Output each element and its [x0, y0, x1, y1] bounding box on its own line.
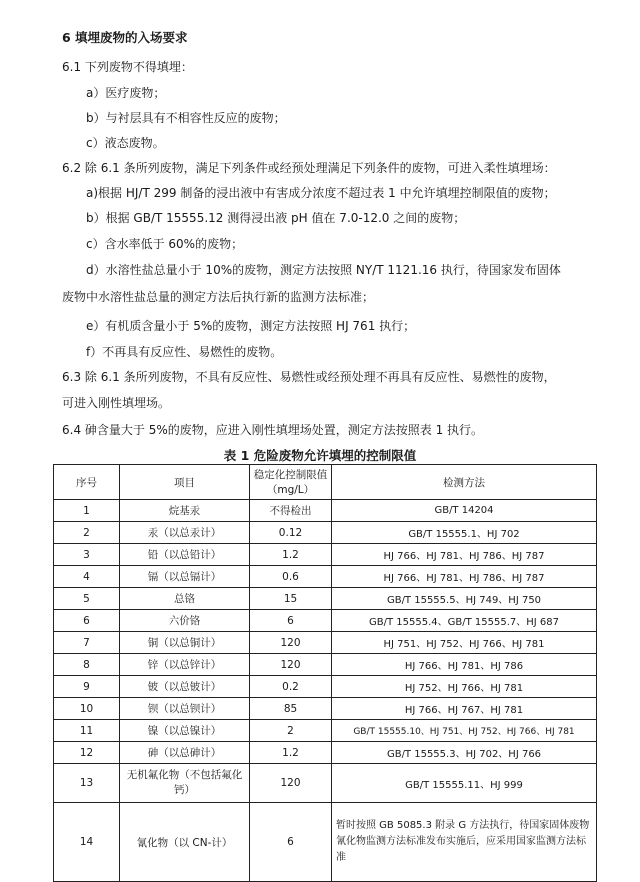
table-header-row — [54, 465, 597, 500]
cell-no: 13 — [54, 764, 120, 803]
cell-method: HJ 766、HJ 767、HJ 781 — [332, 698, 597, 720]
table-row — [54, 610, 597, 632]
cell-item: 六价铬 — [120, 610, 250, 632]
table-row — [54, 588, 597, 610]
table-row — [54, 698, 597, 720]
cell-item: 无机氟化物（不包括氟化钙） — [120, 764, 250, 803]
cell-method: HJ 751、HJ 752、HJ 766、HJ 781 — [332, 632, 597, 654]
clause-6-2-a: a)根据 HJ/T 299 制备的浸出液中有害成分浓度不超过表 1 中允许填埋控制限值的废物； — [86, 186, 556, 200]
table-row — [54, 764, 597, 803]
cell-no: 10 — [54, 698, 120, 720]
clause-6-2-d: d）水溶性盐总量小于 10%的废物，测定方法按照 NY/T 1121.16 执行，待国家发布固体 — [86, 263, 561, 277]
clause-6-2-b: b）根据 GB/T 15555.12 测得浸出液 pH 值在 7.0-12.0 之间的废物； — [86, 211, 466, 225]
table-row — [54, 632, 597, 654]
table-row — [54, 522, 597, 544]
cell-limit: 15 — [250, 588, 332, 610]
clause-6-1-b: b）与衬层具有不相容性反应的废物； — [86, 111, 286, 125]
clause-6-1: 6.1 下列废物不得填埋： — [62, 60, 193, 74]
clause-6-3-cont: 可进入刚性填埋场。 — [62, 396, 171, 410]
table-row — [54, 544, 597, 566]
cell-item: 钡（以总钡计） — [120, 698, 250, 720]
clause-6-2-f: f）不再具有反应性、易燃性的废物。 — [86, 345, 283, 359]
table-row — [54, 500, 597, 522]
cell-limit: 6 — [250, 610, 332, 632]
header-method: 检测方法 — [332, 465, 597, 500]
cell-limit: 0.2 — [250, 676, 332, 698]
table-row — [54, 654, 597, 676]
cell-method: HJ 766、HJ 781、HJ 786、HJ 787 — [332, 544, 597, 566]
table-row — [54, 742, 597, 764]
cell-method: GB/T 15555.11、HJ 999 — [332, 764, 597, 803]
clause-6-1-c: c）液态废物。 — [86, 136, 165, 150]
cell-item: 锌（以总锌计） — [120, 654, 250, 676]
cell-item: 铜（以总铜计） — [120, 632, 250, 654]
clause-6-1-a: a）医疗废物； — [86, 86, 166, 100]
cell-no: 14 — [54, 803, 120, 882]
cell-item: 汞（以总汞计） — [120, 522, 250, 544]
clause-6-2-e: e）有机质含量小于 5%的废物，测定方法按照 HJ 761 执行； — [86, 319, 416, 333]
cell-item: 铅（以总铅计） — [120, 544, 250, 566]
cell-method: GB/T 15555.1、HJ 702 — [332, 522, 597, 544]
cell-item: 烷基汞 — [120, 500, 250, 522]
cell-method: HJ 752、HJ 766、HJ 781 — [332, 676, 597, 698]
cell-item: 镉（以总镉计） — [120, 566, 250, 588]
cell-limit: 0.6 — [250, 566, 332, 588]
cell-limit: 120 — [250, 654, 332, 676]
cell-method: HJ 766、HJ 781、HJ 786 — [332, 654, 597, 676]
clause-6-2-d-cont: 废物中水溶性盐总量的测定方法后执行新的监测方法标准； — [62, 290, 375, 304]
cell-method: 暂时按照 GB 5085.3 附录 G 方法执行，待国家固体废物氰化物监测方法标准发布实施后，应采用国家监测方法标准 — [332, 803, 597, 882]
cell-item: 镍（以总镍计） — [120, 720, 250, 742]
cell-limit: 85 — [250, 698, 332, 720]
control-limits-table — [53, 464, 597, 882]
clause-6-2: 6.2 除 6.1 条所列废物，满足下列条件或经预处理满足下列条件的废物，可进入柔性填埋场： — [62, 161, 556, 175]
header-item: 项目 — [120, 465, 250, 500]
cell-item: 铍（以总铍计） — [120, 676, 250, 698]
cell-limit: 2 — [250, 720, 332, 742]
cell-limit: 0.12 — [250, 522, 332, 544]
cell-method: HJ 766、HJ 781、HJ 786、HJ 787 — [332, 566, 597, 588]
cell-no: 5 — [54, 588, 120, 610]
cell-method: GB/T 15555.10、HJ 751、HJ 752、HJ 766、HJ 781 — [332, 720, 597, 742]
cell-method: GB/T 15555.4、GB/T 15555.7、HJ 687 — [332, 610, 597, 632]
clause-6-3: 6.3 除 6.1 条所列废物，不具有反应性、易燃性或经预处理不再具有反应性、易燃性的废物， — [62, 370, 556, 384]
cell-method: GB/T 15555.3、HJ 702、HJ 766 — [332, 742, 597, 764]
header-no: 序号 — [54, 465, 120, 500]
cell-item: 砷（以总砷计） — [120, 742, 250, 764]
cell-no: 11 — [54, 720, 120, 742]
cell-limit: 1.2 — [250, 544, 332, 566]
table-row — [54, 803, 597, 882]
cell-no: 8 — [54, 654, 120, 676]
cell-no: 9 — [54, 676, 120, 698]
clause-6-4: 6.4 砷含量大于 5%的废物，应进入刚性填埋场处置，测定方法按照表 1 执行。 — [62, 423, 484, 437]
cell-no: 1 — [54, 500, 120, 522]
cell-no: 6 — [54, 610, 120, 632]
cell-method: GB/T 15555.5、HJ 749、HJ 750 — [332, 588, 597, 610]
section-heading: 6 填埋废物的入场要求 — [62, 30, 188, 45]
cell-limit: 120 — [250, 632, 332, 654]
cell-limit: 1.2 — [250, 742, 332, 764]
cell-limit: 6 — [250, 803, 332, 882]
header-limit: 稳定化控制限值（mg/L） — [250, 465, 332, 500]
cell-method: GB/T 14204 — [332, 500, 597, 522]
cell-no: 12 — [54, 742, 120, 764]
cell-no: 2 — [54, 522, 120, 544]
cell-item: 总铬 — [120, 588, 250, 610]
table-row — [54, 676, 597, 698]
table-row — [54, 720, 597, 742]
cell-item: 氰化物（以 CN-计） — [120, 803, 250, 882]
cell-no: 7 — [54, 632, 120, 654]
cell-limit: 不得检出 — [250, 500, 332, 522]
clause-6-2-c: c）含水率低于 60%的废物； — [86, 237, 244, 251]
table-row — [54, 566, 597, 588]
cell-limit: 120 — [250, 764, 332, 803]
cell-no: 4 — [54, 566, 120, 588]
cell-no: 3 — [54, 544, 120, 566]
table-caption: 表 1 危险废物允许填埋的控制限值 — [223, 448, 417, 463]
